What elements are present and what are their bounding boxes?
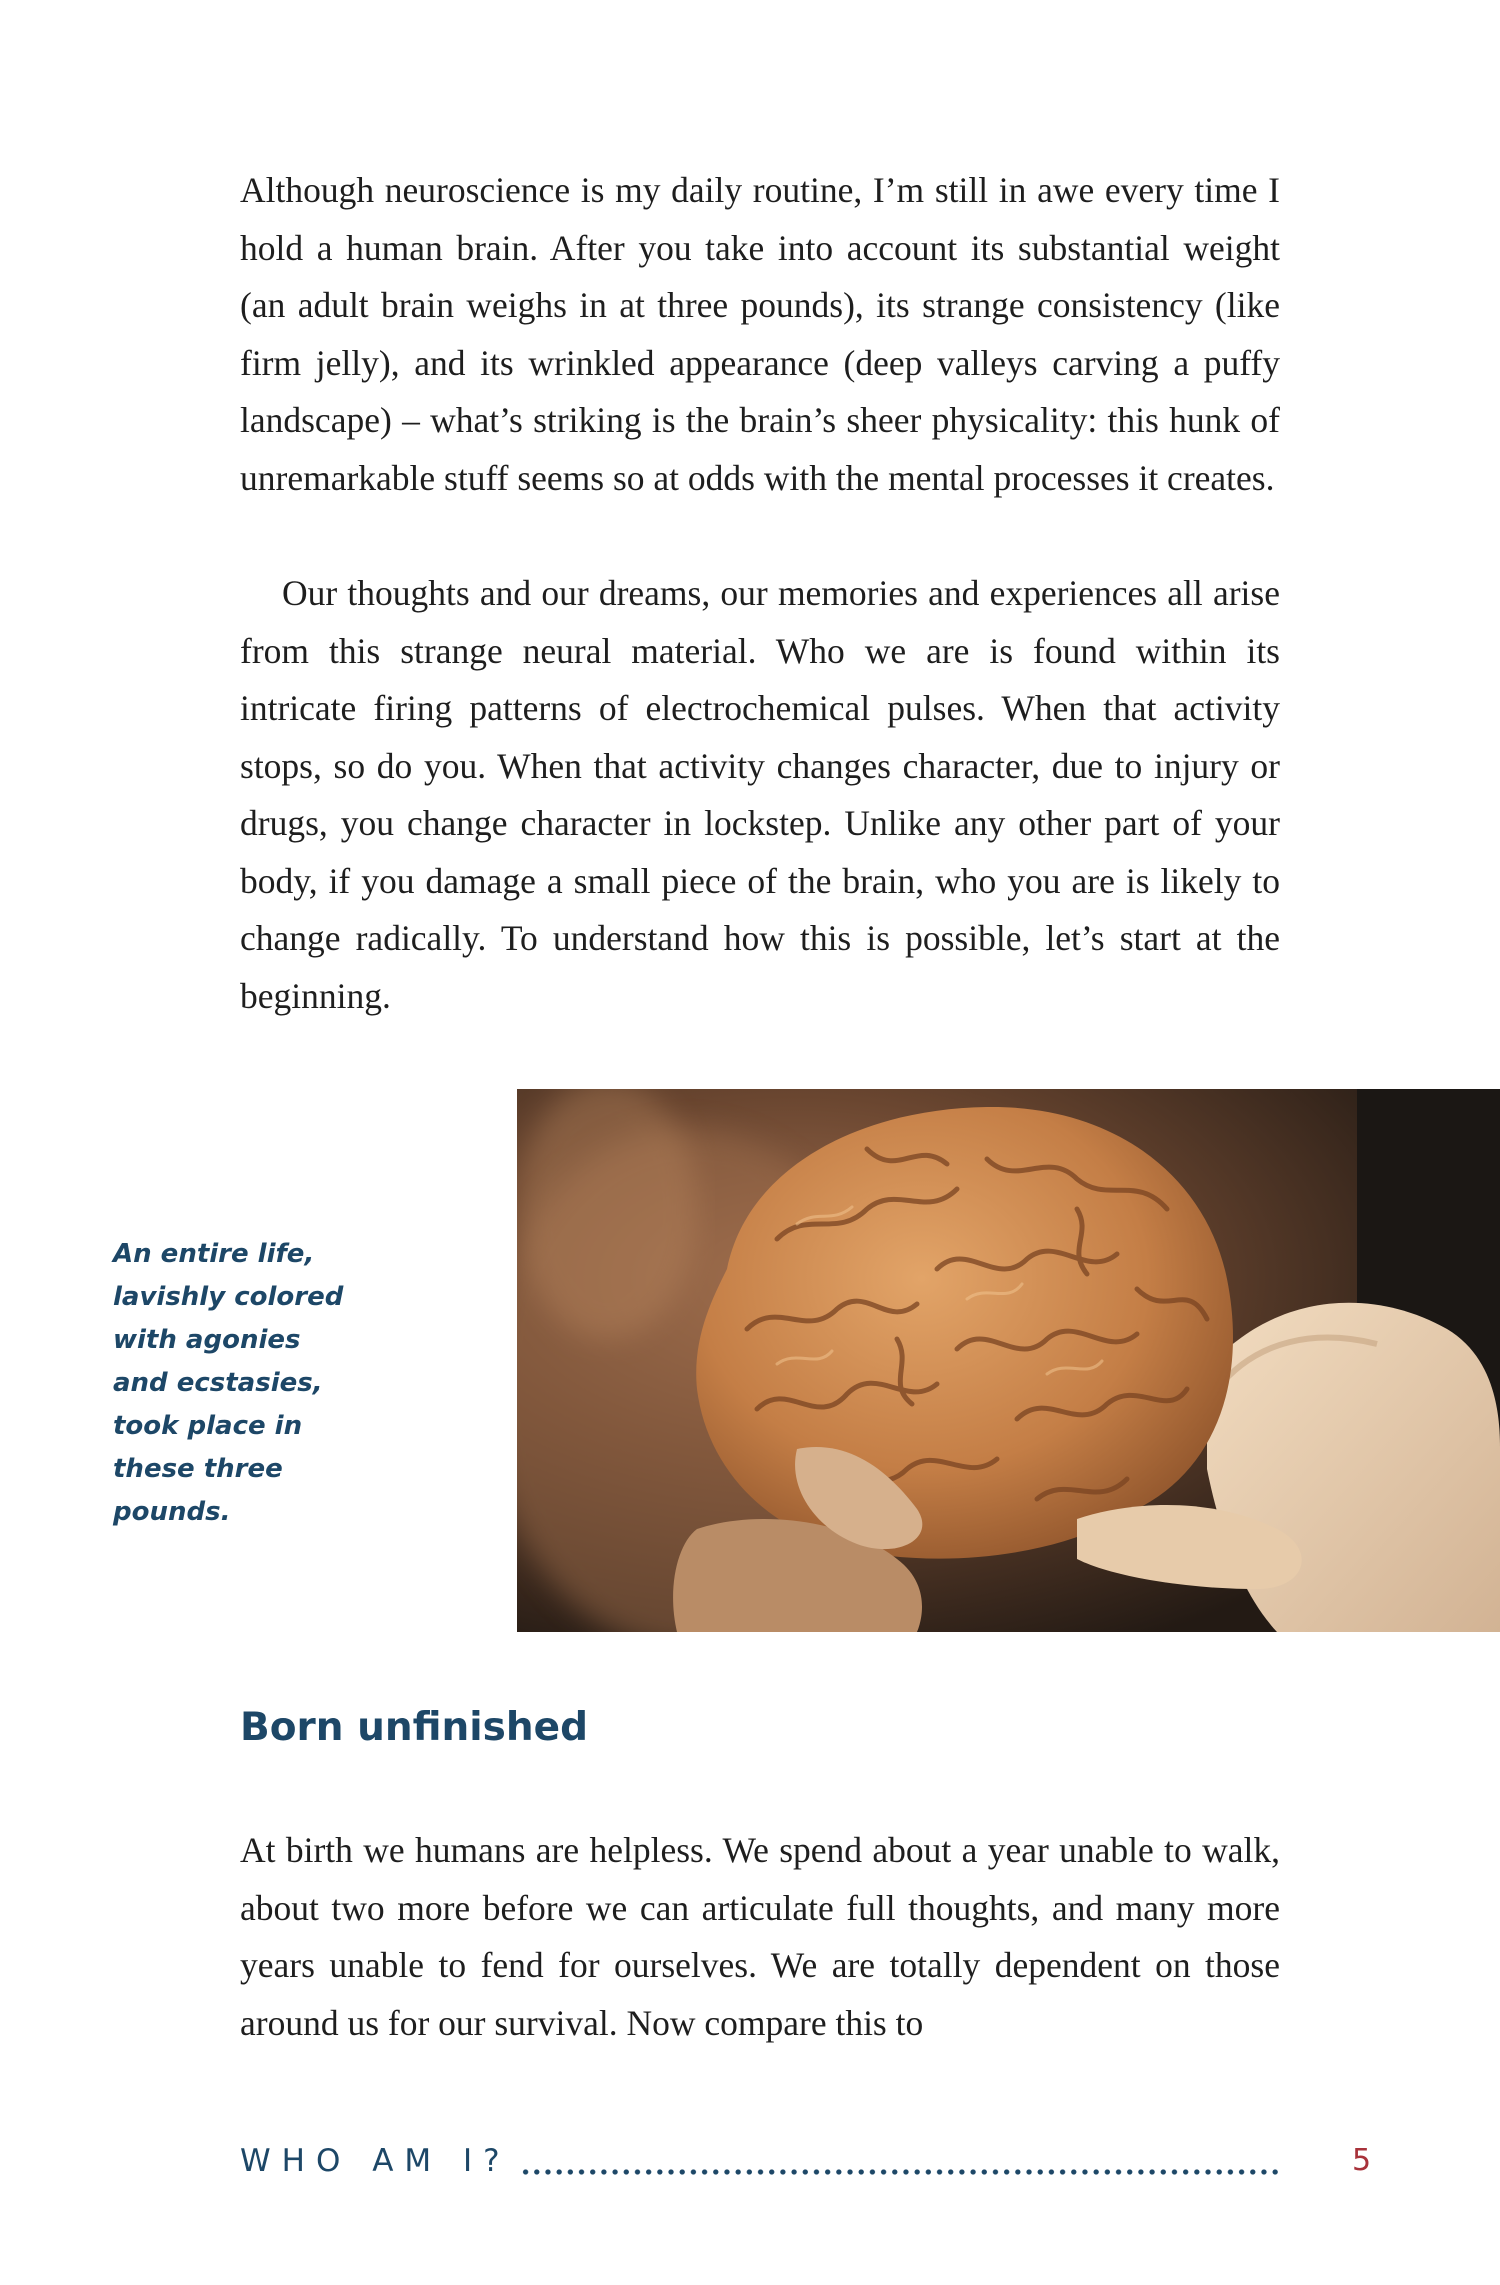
section-heading: Born unfinished — [240, 1705, 589, 1750]
body-paragraph-2: Our thoughts and our dreams, our memories and experiences all arise from this strange neural material. Who we are is found within its intricate firing patterns of electrochemical pulses. When that activity stops, so do you. When that activity changes character, due to injury or drugs, you change character in lockstep. Unlike any other part of your body, if you damage a small piece of the brain, who you are is likely to change radically. To understand how this is possible, let’s start at the beginning. — [240, 573, 1280, 1016]
page-number: 5 — [1352, 2143, 1372, 2178]
brain-in-hands-photo — [517, 1089, 1500, 1632]
body-paragraph-3: At birth we humans are helpless. We spend about a year unable to walk, about two more before we can articulate full thoughts, and many more years unable to fend for ourselves. We are totally dependent on those around us for our survival. Now compare this to — [240, 1830, 1280, 2043]
running-footer-title: WHO AM I? — [240, 2143, 511, 2179]
body-paragraph-1: Although neuroscience is my daily routine, I’m still in awe every time I hold a human brain. After you take into account its substantial weight (an adult brain weighs in at three pounds), its strange consistency (like firm jelly), and its wrinkled appearance (deep valleys carving a puffy landscape) – what’s striking is the brain’s sheer physicality: this hunk of unremarkable stuff seems so at odds with the mental processes it creates. — [240, 170, 1280, 498]
footer-dotted-rule — [520, 2168, 1282, 2176]
pull-quote-caption: An entire life, lavishly colored with agonies and ecstasies, took place in these three pounds. — [113, 1239, 344, 1527]
